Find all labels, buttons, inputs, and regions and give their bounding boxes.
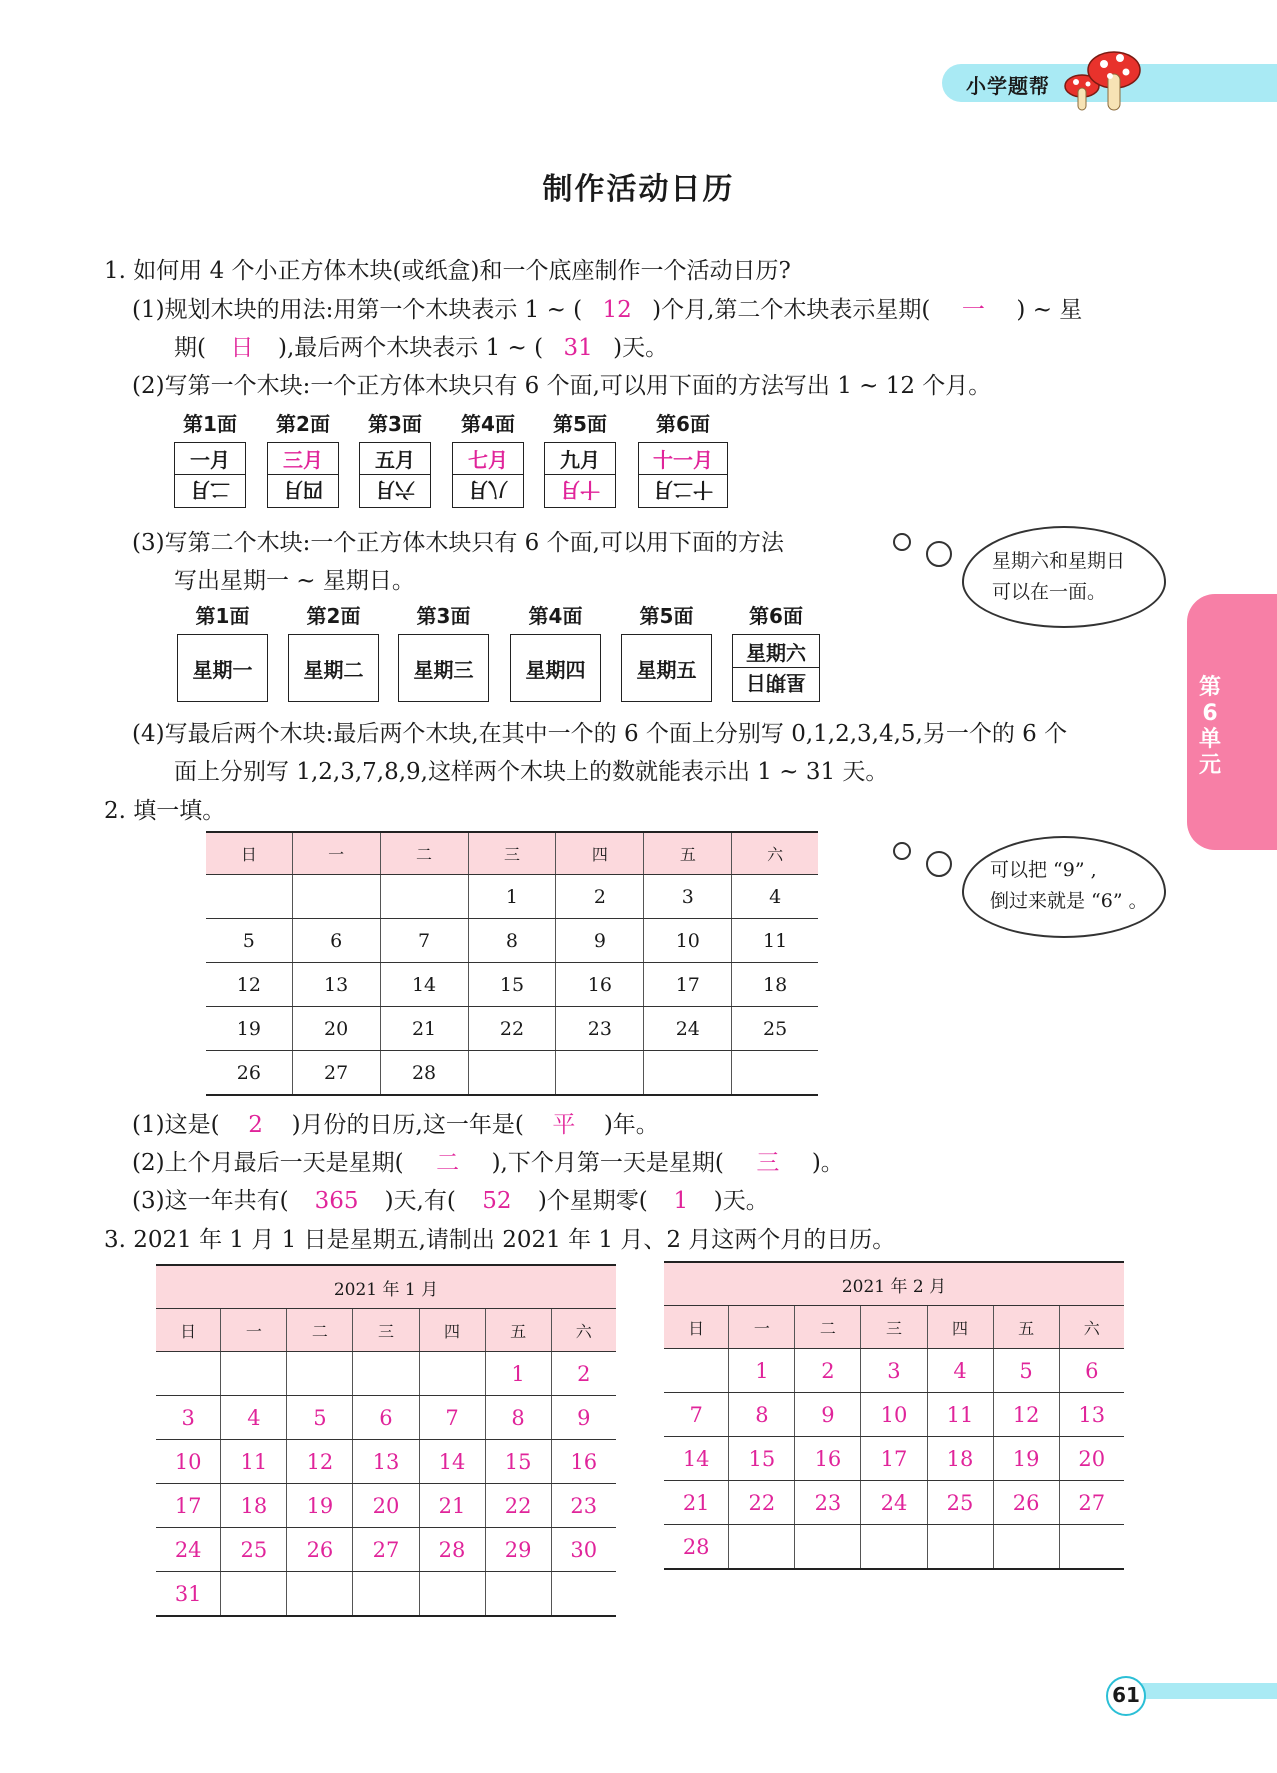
calendar-week-row — [664, 1437, 1124, 1481]
bubble2-line1: 可以把 “9” , — [990, 859, 1097, 881]
week-face-box: 星期一 — [177, 634, 268, 702]
calendar-day-cell — [927, 1525, 993, 1570]
q1-part2: (2)写第一个木块:一个正方体木块只有 6 个面,可以用下面的方法写出 1 ~ 12 个月。 — [132, 373, 992, 399]
calendar-header-row — [156, 1309, 616, 1352]
thought-dot-small — [893, 842, 911, 860]
calendar-day-cell: 22 — [485, 1484, 551, 1528]
calendar-day-cell: 12 — [287, 1440, 353, 1484]
weekday-header: 四 — [419, 1309, 485, 1352]
face-label: 第2面 — [276, 412, 330, 436]
calendar-day-cell — [353, 1572, 419, 1617]
calendar-week-row — [664, 1481, 1124, 1525]
calendar-day-cell — [1059, 1525, 1124, 1570]
q2-sub3 — [132, 1182, 769, 1215]
calendar-week-row — [664, 1349, 1124, 1393]
calendar-caption-row — [664, 1262, 1124, 1306]
calendar-day-cell: 1 — [468, 875, 556, 919]
calendar-day-cell: 1 — [485, 1352, 551, 1396]
month-face-bottom — [268, 475, 338, 507]
face-label: 第6面 — [656, 412, 710, 436]
calendar-day-cell: 23 — [795, 1481, 861, 1525]
q1-part4-line1: (4)写最后两个木块:最后两个木块,在其中一个的 6 个面上分别写 0,1,2,3,4,5,另一个的 6 个 — [132, 721, 1068, 747]
calendar-day-cell: 25 — [221, 1528, 287, 1572]
q2-s1-text-b: )月份的日历,这一年是( — [291, 1112, 524, 1138]
calendar-day-cell: 17 — [861, 1437, 927, 1481]
page-number: 61 — [1106, 1676, 1146, 1716]
calendar-day-cell: 23 — [556, 1007, 644, 1051]
calendar-day-cell: 7 — [419, 1396, 485, 1440]
weekday-header: 日 — [664, 1306, 729, 1349]
q1-stem: 1. 如何用 4 个小正方体木块(或纸盒)和一个底座制作一个活动日历? — [104, 258, 791, 284]
weekday-header: 六 — [1059, 1306, 1124, 1349]
calendar-day-cell: 30 — [551, 1528, 616, 1572]
calendar-day-cell: 4 — [221, 1396, 287, 1440]
calendar-day-cell: 28 — [419, 1528, 485, 1572]
q1-part3-line2: 写出星期一 ~ 星期日。 — [174, 568, 415, 594]
calendar-day-cell: 21 — [664, 1481, 729, 1525]
calendar-day-cell — [485, 1572, 551, 1617]
calendar-day-cell — [206, 875, 292, 919]
calendar-day-cell: 8 — [485, 1396, 551, 1440]
january-2021-calendar — [156, 1264, 616, 1617]
calendar-header-row — [206, 832, 818, 875]
calendar-day-cell — [380, 875, 468, 919]
calendar-caption: 2021 年 1 月 — [156, 1265, 616, 1309]
calendar-day-cell: 17 — [644, 963, 732, 1007]
q1-p1-text-b: )个月,第二个木块表示星期( — [652, 297, 931, 323]
calendar-day-cell: 2 — [556, 875, 644, 919]
answer-blank: 一 — [961, 297, 985, 323]
calendar-day-cell — [353, 1352, 419, 1396]
calendar-day-cell: 24 — [644, 1007, 732, 1051]
calendar-day-cell: 9 — [556, 919, 644, 963]
month-face-box — [638, 442, 728, 508]
calendar-day-cell: 23 — [551, 1484, 616, 1528]
q2-sub2 — [132, 1144, 844, 1177]
calendar-day-cell — [644, 1051, 732, 1096]
face-label: 第1面 — [183, 412, 237, 436]
month-face-bottom — [360, 475, 430, 507]
month-face-top: 五月 — [360, 443, 430, 475]
calendar-day-cell: 27 — [292, 1051, 380, 1096]
calendar-day-cell: 7 — [380, 919, 468, 963]
week-face-top: 星期六 — [733, 635, 819, 668]
q1-p1-text-f: )天。 — [613, 335, 669, 361]
weekday-header: 一 — [221, 1309, 287, 1352]
calendar-day-cell — [664, 1349, 729, 1393]
calendar-day-cell: 21 — [380, 1007, 468, 1051]
calendar-day-cell: 14 — [380, 963, 468, 1007]
month-face-top: 十一月 — [639, 443, 727, 475]
calendar-day-cell — [861, 1525, 927, 1570]
calendar-week-row — [206, 919, 818, 963]
weekday-header: 二 — [287, 1309, 353, 1352]
calendar-day-cell — [795, 1525, 861, 1570]
calendar-week-row — [156, 1396, 616, 1440]
calendar-day-cell — [287, 1572, 353, 1617]
calendar-day-cell: 3 — [156, 1396, 221, 1440]
bubble1-line2: 可以在一面。 — [992, 581, 1107, 603]
page-number-bar — [1124, 1683, 1277, 1699]
calendar-week-row — [206, 1051, 818, 1096]
calendar-day-cell: 27 — [1059, 1481, 1124, 1525]
calendar-day-cell: 20 — [1059, 1437, 1124, 1481]
answer-blank: 二 — [436, 1150, 460, 1176]
calendar-week-row — [664, 1525, 1124, 1570]
calendar-day-cell — [221, 1572, 287, 1617]
calendar-day-cell: 4 — [732, 875, 818, 919]
month-face-top: 七月 — [453, 443, 523, 475]
calendar-day-cell: 18 — [221, 1484, 287, 1528]
face-label: 第2面 — [306, 604, 361, 628]
weekday-header: 一 — [729, 1306, 795, 1349]
answer-blank: 31 — [563, 335, 593, 361]
calendar-header-row — [664, 1306, 1124, 1349]
calendar-day-cell: 14 — [664, 1437, 729, 1481]
brand-label: 小学题帮 — [966, 74, 1050, 98]
month-face-top: 三月 — [268, 443, 338, 475]
answer-blank: 平 — [552, 1112, 576, 1138]
calendar-week-row — [156, 1484, 616, 1528]
weekday-header: 二 — [380, 832, 468, 875]
calendar-day-cell: 2 — [795, 1349, 861, 1393]
calendar-day-cell: 14 — [419, 1440, 485, 1484]
calendar-day-cell: 31 — [156, 1572, 221, 1617]
calendar-day-cell: 15 — [468, 963, 556, 1007]
weekday-header: 五 — [644, 832, 732, 875]
weekday-header: 一 — [292, 832, 380, 875]
answer-blank: 日 — [230, 335, 254, 361]
calendar-day-cell: 7 — [664, 1393, 729, 1437]
face-label: 第4面 — [461, 412, 515, 436]
q1-p1-text-d: 期( — [174, 335, 206, 361]
calendar-day-cell: 13 — [1059, 1393, 1124, 1437]
calendar-day-cell: 10 — [644, 919, 732, 963]
calendar-day-cell: 22 — [729, 1481, 795, 1525]
calendar-day-cell: 19 — [993, 1437, 1059, 1481]
calendar-day-cell: 6 — [353, 1396, 419, 1440]
calendar-day-cell: 26 — [287, 1528, 353, 1572]
weekday-header: 五 — [993, 1306, 1059, 1349]
q1-p1-text-c: ) ~ 星 — [1016, 297, 1083, 323]
q2-s2-text-b: ),下个月第一天是星期( — [491, 1150, 724, 1176]
calendar-day-cell: 8 — [729, 1393, 795, 1437]
calendar-day-cell — [287, 1352, 353, 1396]
calendar-week-row — [206, 1007, 818, 1051]
face-label: 第5面 — [553, 412, 607, 436]
calendar-day-cell: 10 — [156, 1440, 221, 1484]
calendar-day-cell: 6 — [292, 919, 380, 963]
calendar-day-cell — [292, 875, 380, 919]
calendar-day-cell: 12 — [993, 1393, 1059, 1437]
calendar-day-cell: 26 — [206, 1051, 292, 1096]
month-face-bottom-text: 十月 — [560, 477, 600, 502]
answer-blank: 三 — [756, 1150, 780, 1176]
calendar-day-cell: 8 — [468, 919, 556, 963]
month-face-bottom-text: 十二月 — [653, 477, 713, 502]
calendar-day-cell: 22 — [468, 1007, 556, 1051]
calendar-day-cell: 15 — [485, 1440, 551, 1484]
week-face-box: 星期四 — [510, 634, 601, 702]
month-face-box — [452, 442, 524, 508]
calendar-day-cell: 16 — [551, 1440, 616, 1484]
calendar-day-cell: 11 — [221, 1440, 287, 1484]
weekday-header: 三 — [353, 1309, 419, 1352]
q1-part1-line2 — [174, 329, 668, 362]
calendar-day-cell: 2 — [551, 1352, 616, 1396]
q2-s3-text-c: )个星期零( — [537, 1188, 648, 1214]
bubble1-line1: 星期六和星期日 — [992, 550, 1126, 572]
page-title: 制作活动日历 — [542, 172, 735, 207]
calendar-week-row — [156, 1440, 616, 1484]
thought-dot-small — [893, 533, 911, 551]
calendar-week-row — [206, 963, 818, 1007]
unit-side-tab-label: 第6单元 — [1198, 675, 1221, 778]
month-face-box — [544, 442, 616, 508]
calendar-day-cell — [221, 1352, 287, 1396]
calendar-day-cell: 17 — [156, 1484, 221, 1528]
weekday-header: 三 — [468, 832, 556, 875]
calendar-day-cell: 11 — [927, 1393, 993, 1437]
face-label: 第1面 — [195, 604, 250, 628]
calendar-day-cell: 13 — [292, 963, 380, 1007]
calendar-day-cell: 28 — [380, 1051, 468, 1096]
calendar-day-cell: 15 — [729, 1437, 795, 1481]
thought-dot-large — [926, 541, 952, 567]
calendar-day-cell: 12 — [206, 963, 292, 1007]
answer-blank: 2 — [248, 1112, 263, 1138]
month-face-box — [359, 442, 431, 508]
q3-stem: 3. 2021 年 1 月 1 日是星期五,请制出 2021 年 1 月、2 月这两个月的日历。 — [104, 1227, 896, 1253]
weekday-header: 四 — [556, 832, 644, 875]
calendar-day-cell: 28 — [664, 1525, 729, 1570]
calendar-day-cell — [732, 1051, 818, 1096]
q1-part1-line1 — [132, 291, 1082, 324]
calendar-day-cell: 3 — [861, 1349, 927, 1393]
week-face-box: 星期五 — [621, 634, 712, 702]
weekday-header: 日 — [206, 832, 292, 875]
q2-stem: 2. 填一填。 — [104, 798, 226, 824]
calendar-day-cell: 20 — [292, 1007, 380, 1051]
calendar-day-cell: 21 — [419, 1484, 485, 1528]
calendar-day-cell — [993, 1525, 1059, 1570]
weekday-header: 四 — [927, 1306, 993, 1349]
month-face-top: 一月 — [175, 443, 245, 475]
answer-blank: 365 — [314, 1188, 359, 1214]
calendar-week-row — [156, 1528, 616, 1572]
weekday-header: 三 — [861, 1306, 927, 1349]
month-face-bottom — [453, 475, 523, 507]
face-label: 第6面 — [749, 604, 803, 628]
week-face-box: 星期二 — [288, 634, 379, 702]
calendar-day-cell: 13 — [353, 1440, 419, 1484]
week-face-bottom — [733, 668, 819, 701]
calendar-day-cell: 24 — [156, 1528, 221, 1572]
face-label: 第5面 — [639, 604, 694, 628]
month-face-bottom — [545, 475, 615, 507]
calendar-day-cell: 25 — [927, 1481, 993, 1525]
weekday-header: 六 — [551, 1309, 616, 1352]
q2-s3-text-b: )天,有( — [384, 1188, 456, 1214]
calendar-week-row — [206, 875, 818, 919]
q2-sub1 — [132, 1106, 659, 1139]
calendar-day-cell: 18 — [732, 963, 818, 1007]
bubble2-line2: 倒过来就是 “6” 。 — [990, 890, 1148, 912]
q2-s1-text-a: (1)这是( — [132, 1112, 220, 1138]
thought-dot-large — [926, 851, 952, 877]
q1-part3-line1: (3)写第二个木块:一个正方体木块只有 6 个面,可以用下面的方法 — [132, 530, 784, 556]
calendar-day-cell — [556, 1051, 644, 1096]
calendar-day-cell: 3 — [644, 875, 732, 919]
calendar-day-cell: 5 — [206, 919, 292, 963]
month-face-top: 九月 — [545, 443, 615, 475]
calendar-day-cell: 10 — [861, 1393, 927, 1437]
face-label: 第3面 — [416, 604, 471, 628]
month-face-box — [267, 442, 339, 508]
february-calendar-table — [206, 831, 818, 1096]
calendar-day-cell — [419, 1352, 485, 1396]
february-2021-calendar — [664, 1261, 1124, 1570]
calendar-day-cell: 9 — [795, 1393, 861, 1437]
calendar-day-cell: 1 — [729, 1349, 795, 1393]
q2-s1-text-c: )年。 — [603, 1112, 659, 1138]
q1-part4-line2: 面上分别写 1,2,3,7,8,9,这样两个木块上的数就能表示出 1 ~ 31 天。 — [174, 759, 889, 785]
calendar-week-row — [664, 1393, 1124, 1437]
calendar-day-cell: 19 — [206, 1007, 292, 1051]
calendar-day-cell: 6 — [1059, 1349, 1124, 1393]
calendar-day-cell: 18 — [927, 1437, 993, 1481]
calendar-day-cell — [419, 1572, 485, 1617]
calendar-caption-row — [156, 1265, 616, 1309]
month-face-bottom-text: 四月 — [283, 477, 323, 502]
calendar-day-cell: 5 — [287, 1396, 353, 1440]
calendar-day-cell: 16 — [795, 1437, 861, 1481]
calendar-day-cell: 20 — [353, 1484, 419, 1528]
weekday-header: 二 — [795, 1306, 861, 1349]
mushroom-icon — [1062, 44, 1146, 116]
calendar-day-cell: 5 — [993, 1349, 1059, 1393]
calendar-week-row — [156, 1352, 616, 1396]
q1-p1-text-e: ),最后两个木块表示 1 ~ ( — [277, 335, 544, 361]
calendar-day-cell: 19 — [287, 1484, 353, 1528]
calendar-day-cell: 16 — [556, 963, 644, 1007]
face-label: 第3面 — [368, 412, 422, 436]
calendar-day-cell: 9 — [551, 1396, 616, 1440]
answer-blank: 1 — [673, 1188, 689, 1214]
calendar-day-cell: 11 — [732, 919, 818, 963]
q2-s3-text-a: (3)这一年共有( — [132, 1188, 289, 1214]
calendar-week-row — [156, 1572, 616, 1617]
answer-blank: 12 — [602, 297, 632, 323]
answer-blank: 52 — [482, 1188, 512, 1214]
month-face-bottom-text: 八月 — [468, 477, 508, 502]
q2-s2-text-c: )。 — [811, 1150, 844, 1176]
calendar-day-cell: 27 — [353, 1528, 419, 1572]
calendar-day-cell — [156, 1352, 221, 1396]
weekday-header: 五 — [485, 1309, 551, 1352]
calendar-caption: 2021 年 2 月 — [664, 1262, 1124, 1306]
weekday-header: 六 — [732, 832, 818, 875]
q2-s2-text-a: (2)上个月最后一天是星期( — [132, 1150, 404, 1176]
month-face-bottom — [175, 475, 245, 507]
month-face-box — [174, 442, 246, 508]
week-face-bottom-text: 星期日 — [746, 671, 806, 695]
weekday-header: 日 — [156, 1309, 221, 1352]
calendar-day-cell — [551, 1572, 616, 1617]
calendar-day-cell — [468, 1051, 556, 1096]
week-face-box-split — [732, 634, 820, 702]
calendar-day-cell — [729, 1525, 795, 1570]
calendar-day-cell: 24 — [861, 1481, 927, 1525]
calendar-day-cell: 29 — [485, 1528, 551, 1572]
q1-p1-text-a: (1)规划木块的用法:用第一个木块表示 1 ~ ( — [132, 297, 583, 323]
face-label: 第4面 — [528, 604, 583, 628]
calendar-day-cell: 4 — [927, 1349, 993, 1393]
month-face-bottom-text: 二月 — [190, 477, 230, 502]
month-face-bottom-text: 六月 — [375, 477, 415, 502]
calendar-day-cell: 26 — [993, 1481, 1059, 1525]
q2-s3-text-d: )天。 — [713, 1188, 769, 1214]
week-face-box: 星期三 — [398, 634, 489, 702]
calendar-day-cell: 25 — [732, 1007, 818, 1051]
month-face-bottom — [639, 475, 727, 507]
